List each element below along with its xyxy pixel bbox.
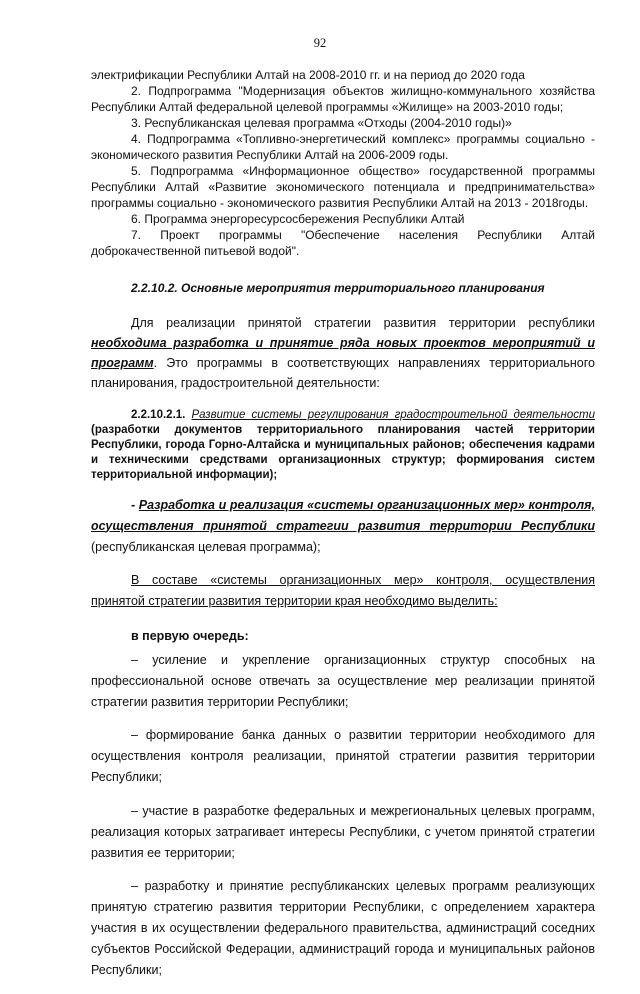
- note-paragraph: [91, 570, 595, 612]
- program-item: 6. Программа энергоресурсосбережения Республики Алтай: [131, 212, 465, 226]
- program-item: 7. Проект программы "Обеспечение населения Республики Алтай доброкачественной питьевой водой".: [91, 228, 595, 258]
- lead-paragraph: [91, 313, 595, 393]
- list-item: – разработку и принятие республиканских целевых программ реализующих принятую стратегию развития территории Республики, с определением характера участия в их осуществлении федерального правительства, администраций соседних субъектов Российской Федерации, администраций города и муниципальных районов Республики;: [91, 879, 595, 977]
- first-priority-label: в первую очередь:: [131, 628, 249, 643]
- subsection-rest: (разработки документов территориального планирования частей территории Республики, города Горно-Алтайска и муниципальных районов; обеспечения кадрами и техническими средствами организационных структур; формирования систем территориальной информации);: [91, 424, 595, 481]
- document-body: [91, 67, 595, 994]
- list-item: – участие в разработке федеральных и межрегиональных целевых программ, реализация которых затрагивает интересы Республики, с учетом принятой стратегии развития ее территории;: [91, 803, 595, 860]
- bullet-rest: (республиканская целевая программа);: [91, 539, 321, 554]
- subsection-paragraph: [91, 408, 595, 483]
- lead-emphasis: необходима разработка и принятие ряда новых проектов мероприятий и программ: [91, 336, 595, 370]
- program-item: 2. Подпрограмма "Модернизация объектов жилищно-коммунального хозяйства Республики Алтай федеральной целевой программы «Жилище» на 2003-2010 годы;: [91, 84, 595, 114]
- note-text: В составе «системы организационных мер» контроля, осуществления принятой стратегии развития территории края необходимо выделить:: [91, 573, 595, 608]
- program-item: 4. Подпрограмма «Топливно-энергетический комплекс» программы социально - экономического развития Республики Алтай на 2006-2009 годы.: [91, 132, 595, 162]
- bullet-emphasis: Разработка и реализация «системы организационных мер» контроля, осуществления принятой стратегии развития территории Республики: [91, 497, 595, 533]
- program-item: 3. Республиканская целевая программа «Отходы (2004-2010 годы)»: [131, 116, 512, 130]
- program-item: 5. Подпрограмма «Информационное общество» государственной программы Республики Алтай «Развитие экономического потенциала и предпринимательства» программы социально - экономического развития Республики Алтай на 2013 - 2018годы.: [91, 164, 595, 210]
- lead-text-before: Для реализации принятой стратегии развития территории республики: [131, 316, 595, 330]
- section-heading: 2.2.10.2. Основные мероприятия территориального планирования: [131, 281, 545, 295]
- bullet-paragraph: [91, 495, 595, 558]
- bullet-dash: -: [131, 497, 139, 512]
- lead-text-after: . Это программы в соответствующих направлениях территориального планирования, градостроительной деятельности:: [91, 356, 595, 390]
- subsection-number: 2.2.10.2.1.: [131, 409, 192, 421]
- intro-line: электрификации Республики Алтай на 2008-2010 гг. и на период до 2020 года: [91, 68, 525, 82]
- list-item: – усиление и укрепление организационных структур способных на профессиональной основе отвечать за осуществление мер реализации принятой стратегии развития территории Республики;: [91, 652, 595, 709]
- subsection-title: Развитие системы регулирования градостроительной деятельности: [191, 409, 596, 421]
- list-item: – формирование банка данных о развитии территории необходимого для осуществления контроля реализации, принятой стратегии развития территории Республики;: [91, 728, 595, 784]
- page-number: 92: [313, 36, 327, 50]
